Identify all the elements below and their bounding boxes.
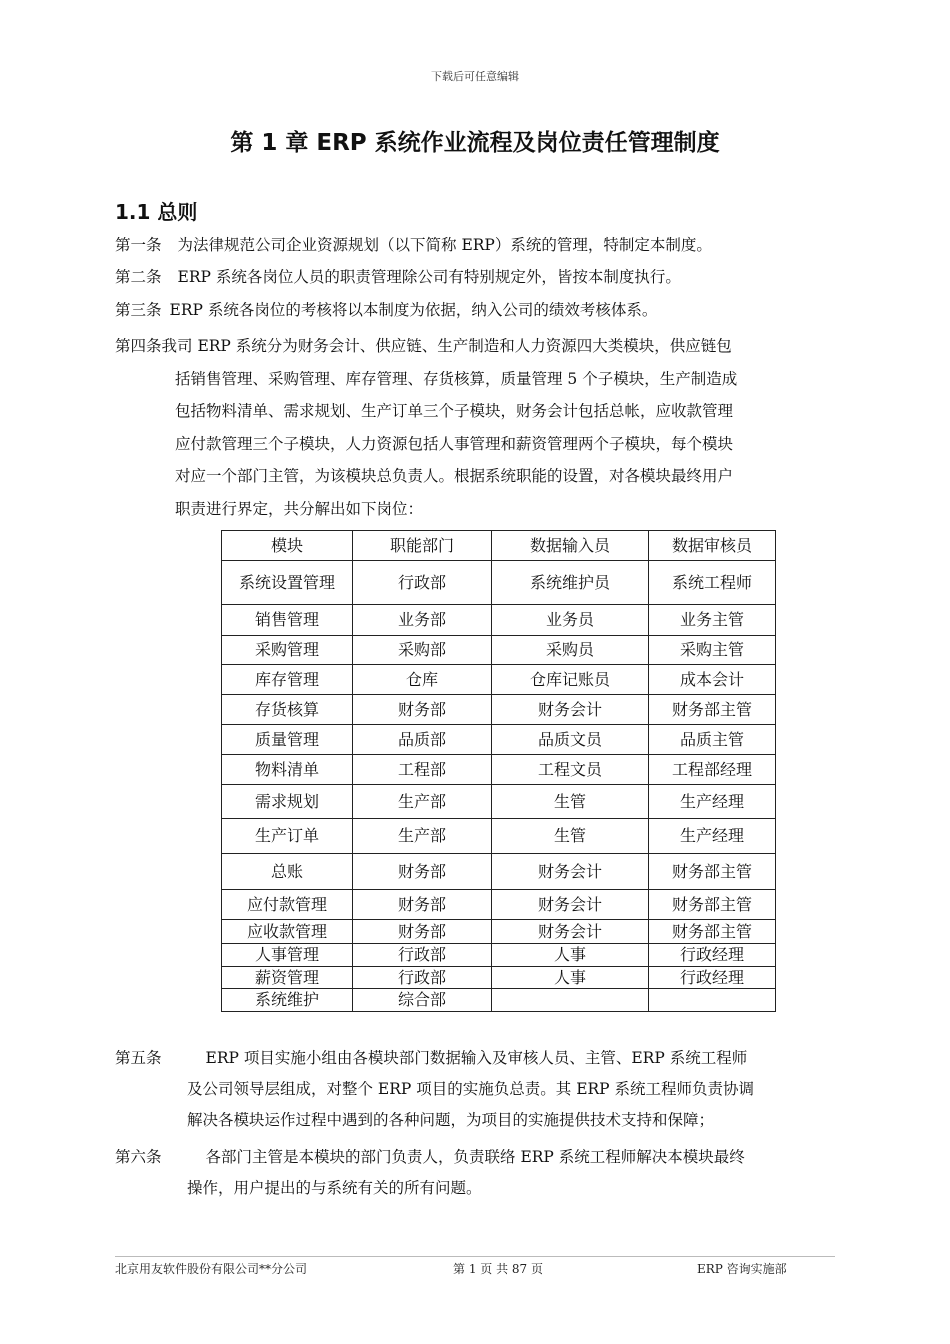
article-number: 第四条 bbox=[115, 337, 162, 355]
table-row bbox=[222, 944, 776, 967]
footer-page-number: 第 1 页 共 87 页 bbox=[453, 1262, 543, 1276]
article-line: ERP 项目实施小组由各模块部门数据输入及审核人员、主管、ERP 系统工程师 bbox=[205, 1049, 748, 1067]
table-cell: 生产经理 bbox=[649, 819, 776, 854]
table-cell: 生产经理 bbox=[649, 785, 776, 819]
page-header-note: 下载后可任意编辑 bbox=[431, 70, 519, 83]
document-title: 第 1 章 ERP 系统作业流程及岗位责任管理制度 bbox=[230, 130, 720, 156]
table-cell: 系统设置管理 bbox=[222, 561, 353, 605]
article-3 bbox=[115, 295, 870, 325]
table-cell: 财务部 bbox=[353, 890, 492, 920]
table-row bbox=[222, 695, 776, 725]
table-cell: 行政经理 bbox=[649, 944, 776, 967]
table-cell: 财务部主管 bbox=[649, 695, 776, 725]
table-cell: 财务部主管 bbox=[649, 854, 776, 890]
table-cell: 系统工程师 bbox=[649, 561, 776, 605]
table-row bbox=[222, 854, 776, 890]
article-text: ERP 系统各岗位人员的职责管理除公司有特别规定外，皆按本制度执行。 bbox=[177, 268, 681, 286]
article-6 bbox=[115, 1142, 870, 1204]
article-number: 第五条 bbox=[115, 1049, 162, 1067]
footer-company: 北京用友软件股份有限公司**分公司 bbox=[115, 1262, 308, 1276]
table-cell: 系统维护员 bbox=[492, 561, 649, 605]
table-cell: 采购主管 bbox=[649, 636, 776, 665]
table-cell: 财务部主管 bbox=[649, 890, 776, 920]
table-cell: 薪资管理 bbox=[222, 967, 353, 989]
table-cell: 质量管理 bbox=[222, 725, 353, 755]
article-line: 及公司领导层组成，对整个 ERP 项目的实施负总责。其 ERP 系统工程师负责协调 bbox=[187, 1080, 755, 1098]
table-cell: 行政部 bbox=[353, 967, 492, 989]
article-line: 职责进行界定，共分解出如下岗位： bbox=[175, 499, 424, 518]
article-4 bbox=[115, 330, 870, 525]
table-cell: 财务会计 bbox=[492, 920, 649, 944]
table-cell bbox=[492, 989, 649, 1012]
table-cell: 品质主管 bbox=[649, 725, 776, 755]
table-cell: 仓库记账员 bbox=[492, 665, 649, 695]
article-text: 为法律规范公司企业资源规划（以下简称 ERP）系统的管理，特制定本制度。 bbox=[177, 236, 712, 254]
table-cell: 总账 bbox=[222, 854, 353, 890]
table-row bbox=[222, 967, 776, 989]
footer-divider bbox=[115, 1256, 835, 1257]
table-row bbox=[222, 989, 776, 1012]
table-row bbox=[222, 636, 776, 665]
table-cell: 财务会计 bbox=[492, 695, 649, 725]
table-cell: 生管 bbox=[492, 785, 649, 819]
table-cell: 工程文员 bbox=[492, 755, 649, 785]
column-header: 数据输入员 bbox=[492, 531, 649, 561]
table-cell: 财务部主管 bbox=[649, 920, 776, 944]
table-cell: 采购员 bbox=[492, 636, 649, 665]
table-cell: 行政部 bbox=[353, 561, 492, 605]
table-row bbox=[222, 665, 776, 695]
article-5 bbox=[115, 1043, 870, 1136]
table-cell: 物料清单 bbox=[222, 755, 353, 785]
table-cell: 综合部 bbox=[353, 989, 492, 1012]
article-2 bbox=[115, 262, 870, 292]
table-cell: 工程部 bbox=[353, 755, 492, 785]
table-cell: 库存管理 bbox=[222, 665, 353, 695]
table-row bbox=[222, 725, 776, 755]
article-number: 第六条 bbox=[115, 1148, 162, 1166]
table-cell: 存货核算 bbox=[222, 695, 353, 725]
column-header: 数据审核员 bbox=[649, 531, 776, 561]
article-number: 第一条 bbox=[115, 236, 162, 254]
table-cell: 生产订单 bbox=[222, 819, 353, 854]
column-header: 模块 bbox=[222, 531, 353, 561]
table-cell: 行政经理 bbox=[649, 967, 776, 989]
footer-department: ERP 咨询实施部 bbox=[697, 1262, 787, 1276]
table-cell: 财务部 bbox=[353, 920, 492, 944]
article-line: 包括物料清单、需求规划、生产订单三个子模块，财务会计包括总帐，应收款管理 bbox=[175, 402, 734, 420]
article-line: 应付款管理三个子模块，人力资源包括人事管理和薪资管理两个子模块，每个模块 bbox=[175, 434, 734, 453]
table-cell: 采购部 bbox=[353, 636, 492, 665]
table-cell: 生产部 bbox=[353, 819, 492, 854]
post-table bbox=[221, 530, 776, 1012]
article-line: 解决各模块运作过程中遇到的各种问题，为项目的实施提供技术支持和保障； bbox=[187, 1111, 715, 1129]
table-row bbox=[222, 920, 776, 944]
article-line: 操作，用户提出的与系统有关的所有问题。 bbox=[187, 1179, 482, 1197]
table-cell: 行政部 bbox=[353, 944, 492, 967]
article-line: 括销售管理、采购管理、库存管理、存货核算，质量管理 5 个子模块，生产制造成 bbox=[175, 369, 738, 388]
table-cell: 财务部 bbox=[353, 695, 492, 725]
table-row bbox=[222, 890, 776, 920]
table-cell: 财务会计 bbox=[492, 854, 649, 890]
table-cell: 应收款管理 bbox=[222, 920, 353, 944]
table-cell: 财务会计 bbox=[492, 890, 649, 920]
article-1 bbox=[115, 230, 870, 260]
table-cell: 财务部 bbox=[353, 854, 492, 890]
table-cell: 系统维护 bbox=[222, 989, 353, 1012]
article-number: 第二条 bbox=[115, 268, 162, 286]
table-row bbox=[222, 785, 776, 819]
table-cell: 品质文员 bbox=[492, 725, 649, 755]
article-line: 各部门主管是本模块的部门负责人，负责联络 ERP 系统工程师解决本模块最终 bbox=[205, 1148, 745, 1166]
column-header: 职能部门 bbox=[353, 531, 492, 561]
article-number: 第三条 bbox=[115, 301, 162, 319]
article-line: 我司 ERP 系统分为财务会计、供应链、生产制造和人力资源四大类模块，供应链包 bbox=[161, 337, 732, 355]
table-cell: 需求规划 bbox=[222, 785, 353, 819]
article-line: 对应一个部门主管，为该模块总负责人。根据系统职能的设置，对各模块最终用户 bbox=[175, 467, 734, 485]
table-cell: 人事 bbox=[492, 944, 649, 967]
table-cell: 业务部 bbox=[353, 605, 492, 636]
table-cell: 生管 bbox=[492, 819, 649, 854]
table-cell: 业务主管 bbox=[649, 605, 776, 636]
section-heading: 1.1 总则 bbox=[115, 200, 198, 224]
table-cell: 仓库 bbox=[353, 665, 492, 695]
table-cell: 工程部经理 bbox=[649, 755, 776, 785]
table-cell: 生产部 bbox=[353, 785, 492, 819]
table-header-row bbox=[222, 531, 776, 561]
table-row bbox=[222, 755, 776, 785]
table-cell: 品质部 bbox=[353, 725, 492, 755]
table-cell: 人事管理 bbox=[222, 944, 353, 967]
table-cell: 采购管理 bbox=[222, 636, 353, 665]
table-cell: 销售管理 bbox=[222, 605, 353, 636]
table-cell: 成本会计 bbox=[649, 665, 776, 695]
table-row bbox=[222, 561, 776, 605]
table-row bbox=[222, 819, 776, 854]
article-text: ERP 系统各岗位的考核将以本制度为依据，纳入公司的绩效考核体系。 bbox=[169, 301, 658, 319]
table-cell bbox=[649, 989, 776, 1012]
table-cell: 人事 bbox=[492, 967, 649, 989]
table-cell: 应付款管理 bbox=[222, 890, 353, 920]
table-row bbox=[222, 605, 776, 636]
table-cell: 业务员 bbox=[492, 605, 649, 636]
